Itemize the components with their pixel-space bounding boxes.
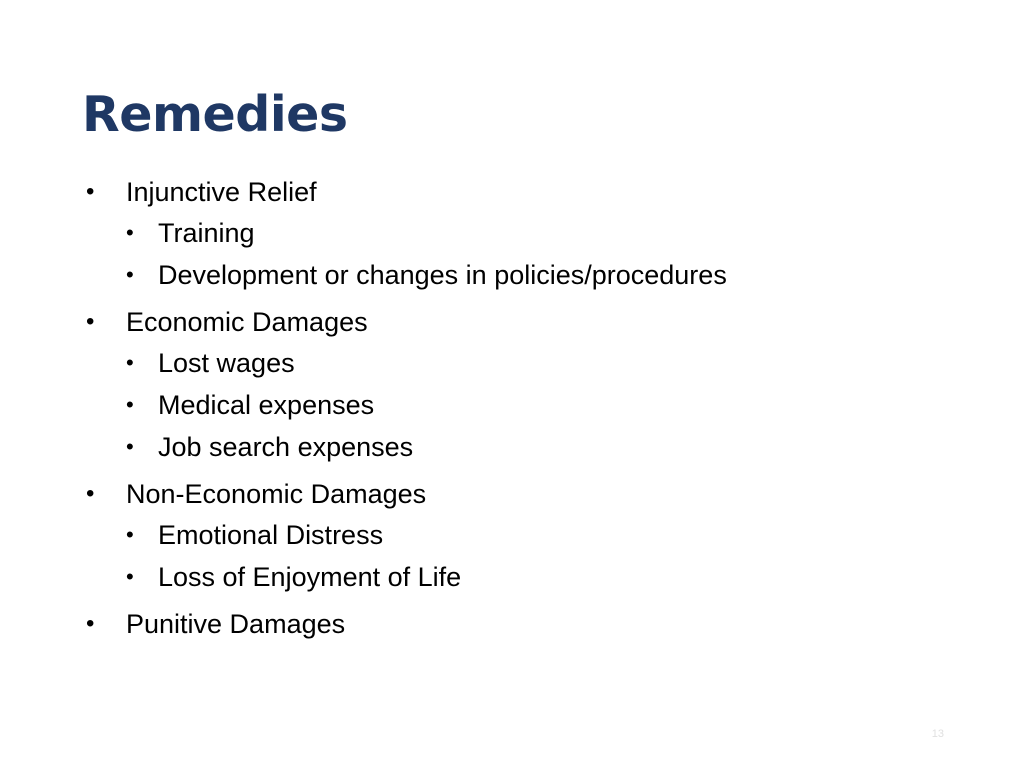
sub-list	[126, 514, 966, 598]
list-item-label: Injunctive Relief	[126, 177, 317, 207]
bullet-icon: •	[126, 564, 134, 589]
sub-list-item	[126, 426, 966, 468]
bullet-icon: •	[126, 392, 134, 417]
bullet-icon: •	[126, 350, 134, 375]
sub-list-item-label: Lost wages	[158, 348, 295, 378]
page-number: 13	[931, 728, 944, 740]
sub-list-item-label: Development or changes in policies/procedures	[158, 260, 727, 290]
slide-title: Remedies	[82, 86, 348, 143]
list-item	[86, 474, 966, 598]
bullet-list	[86, 172, 966, 650]
bullet-icon: •	[126, 522, 134, 547]
bullet-icon: •	[126, 434, 134, 459]
bullet-icon: •	[86, 480, 95, 507]
sub-list-item-label: Job search expenses	[158, 432, 414, 462]
sub-list-item	[126, 212, 966, 254]
list-item	[86, 604, 966, 644]
list-item-label: Economic Damages	[126, 307, 368, 337]
sub-list-item-label: Medical expenses	[158, 390, 375, 420]
sub-list-item	[126, 342, 966, 384]
sub-list	[126, 342, 966, 468]
list-item-label: Punitive Damages	[126, 609, 346, 639]
sub-list-item	[126, 556, 966, 598]
bullet-icon: •	[126, 220, 134, 245]
sub-list-item	[126, 254, 966, 296]
sub-list-item-label: Emotional Distress	[158, 520, 384, 550]
sub-list-item	[126, 384, 966, 426]
sub-list	[126, 212, 966, 296]
sub-list-item-label: Loss of Enjoyment of Life	[158, 562, 462, 592]
bullet-icon: •	[126, 262, 134, 287]
list-item	[86, 172, 966, 296]
bullet-icon: •	[86, 610, 95, 637]
list-item	[86, 302, 966, 468]
bullet-icon: •	[86, 178, 95, 205]
bullet-icon: •	[86, 308, 95, 335]
sub-list-item	[126, 514, 966, 556]
sub-list-item-label: Training	[158, 218, 255, 248]
list-item-label: Non-Economic Damages	[126, 479, 427, 509]
